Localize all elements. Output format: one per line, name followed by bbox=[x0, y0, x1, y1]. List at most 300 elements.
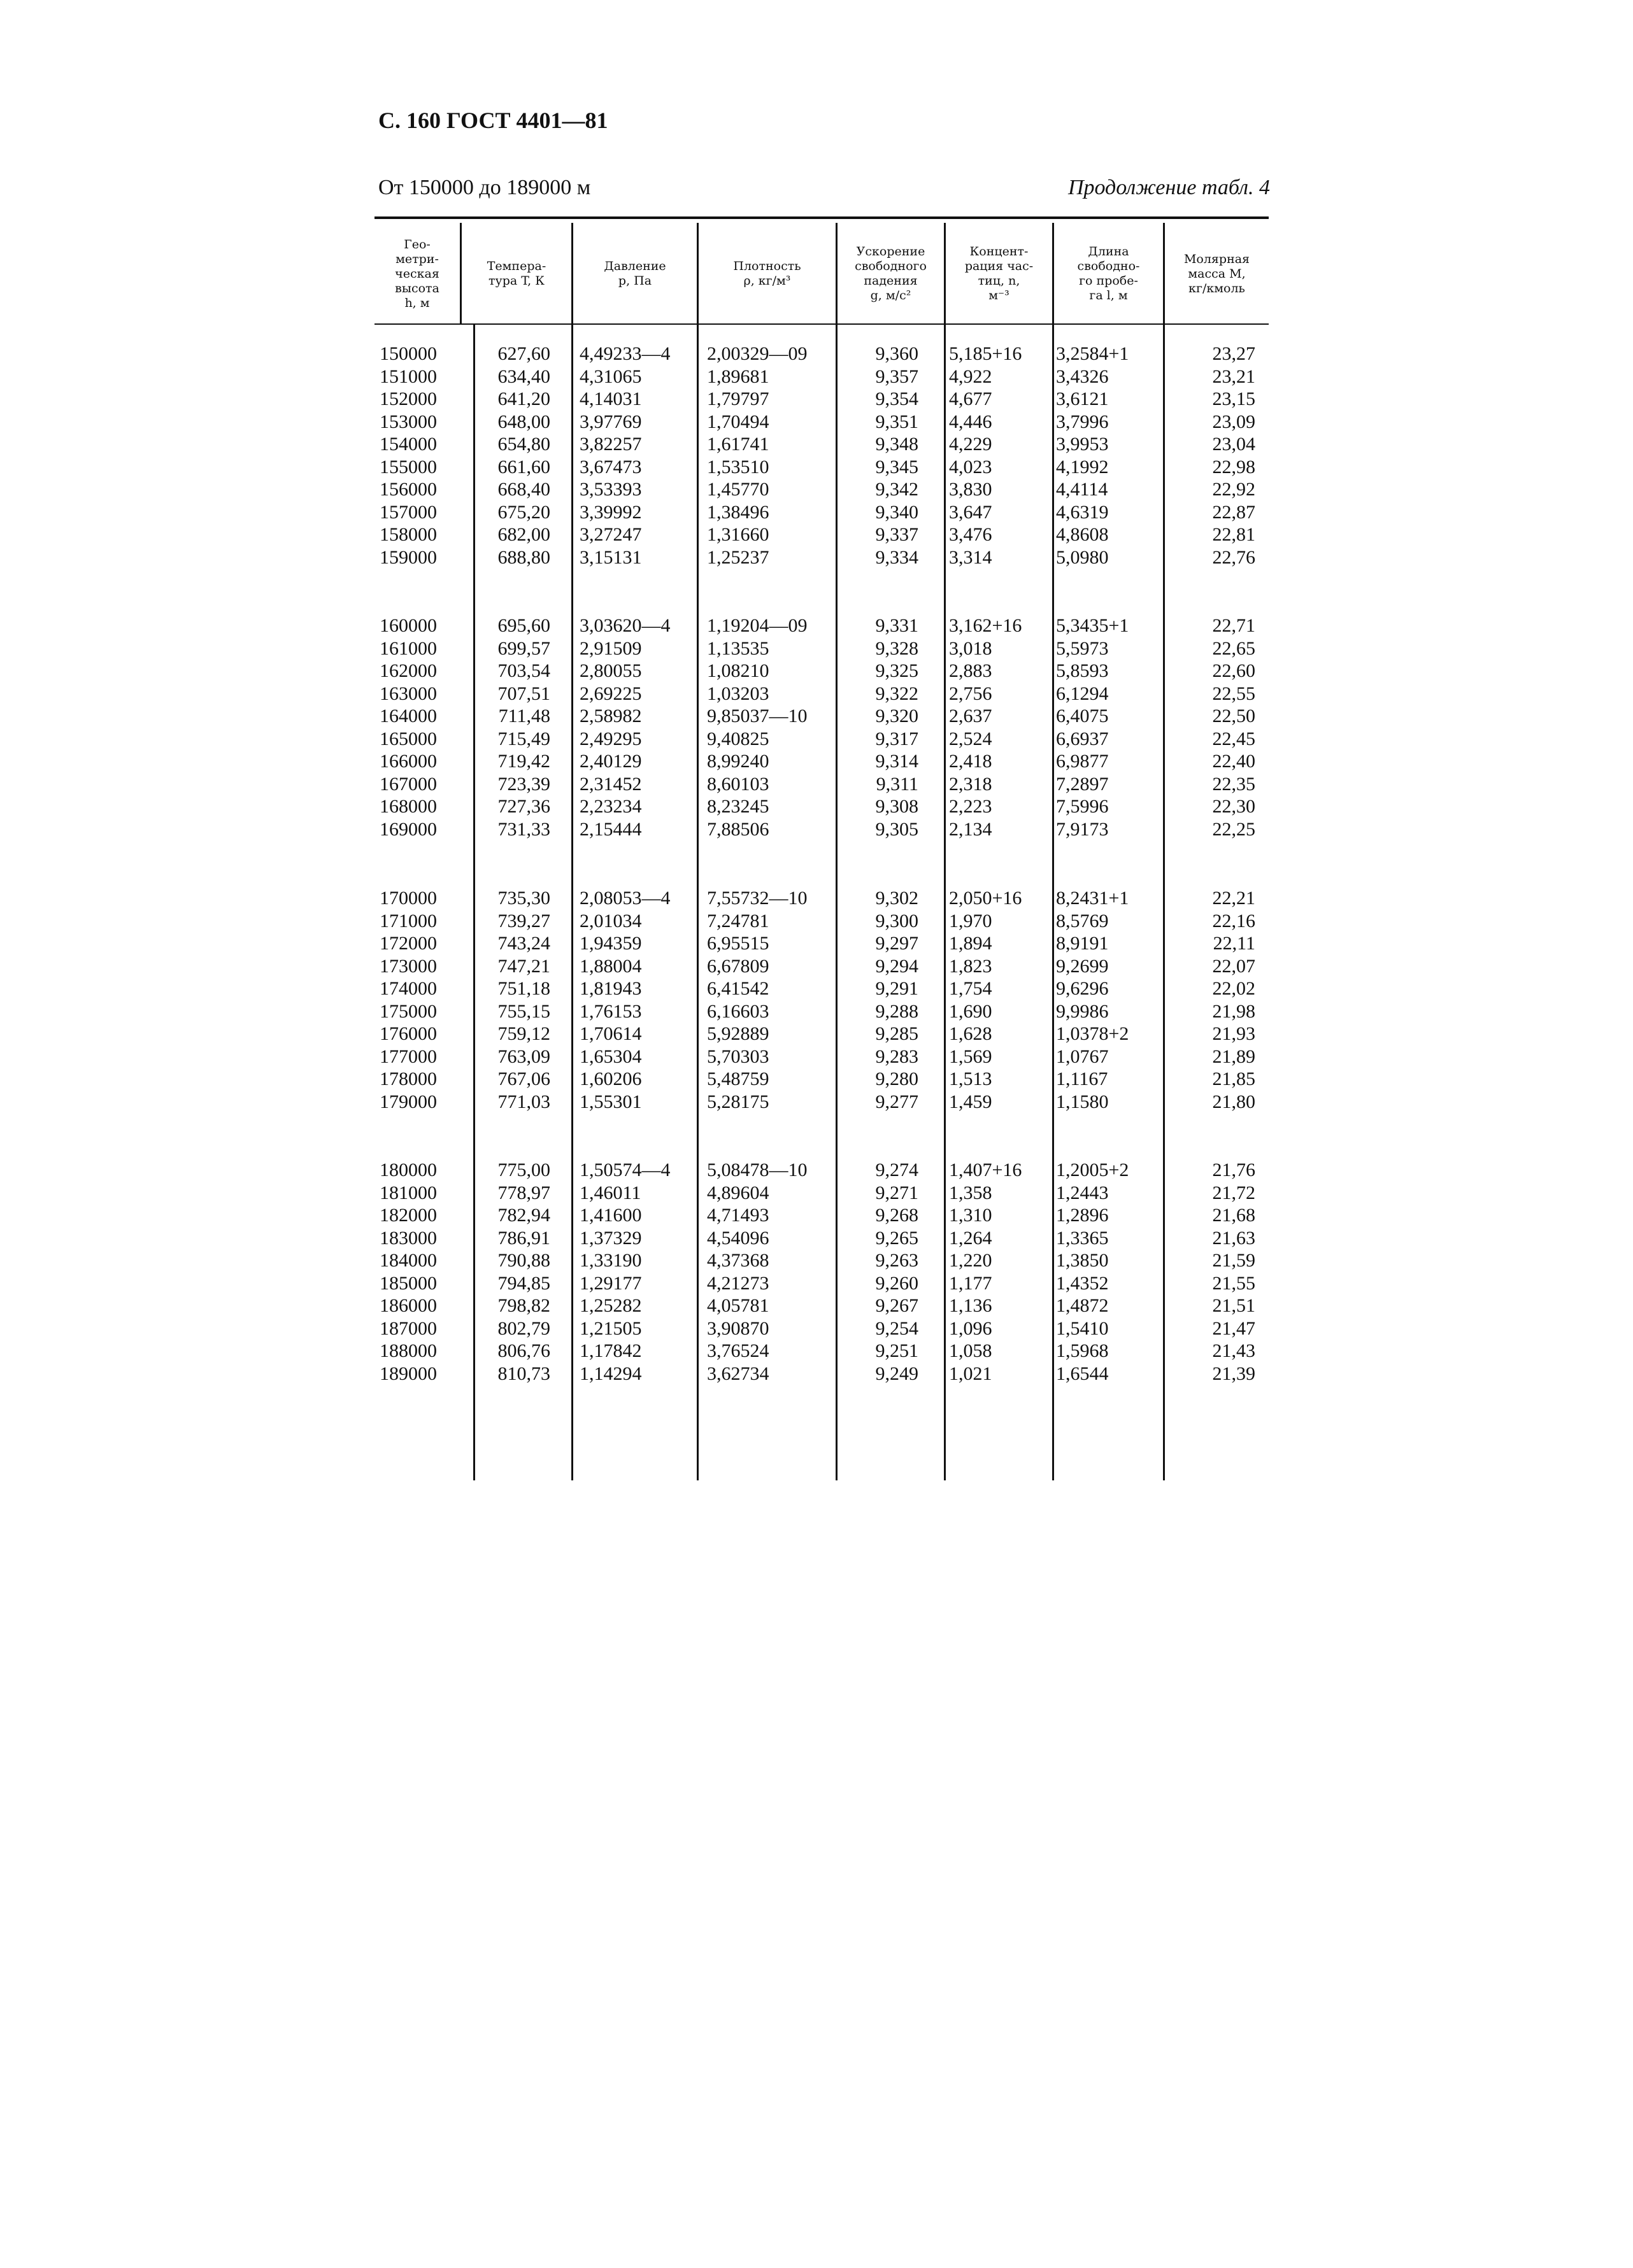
cell-concentration: 4,922 bbox=[949, 365, 992, 387]
cell-gravity: 9,280 bbox=[875, 1068, 918, 1089]
table-row bbox=[0, 795, 1633, 818]
cell-gravity: 9,305 bbox=[875, 818, 918, 840]
cell-density: 6,16603 bbox=[707, 1000, 769, 1022]
cell-concentration: 1,970 bbox=[949, 910, 992, 932]
cell-temperature: 727,36 bbox=[497, 796, 550, 817]
cell-free-path: 1,4872 bbox=[1056, 1295, 1109, 1316]
cell-density: 1,25237 bbox=[707, 546, 769, 568]
cell-pressure: 3,67473 bbox=[580, 456, 642, 478]
cell-altitude: 187000 bbox=[380, 1317, 437, 1339]
cell-pressure: 3,03620—4 bbox=[580, 615, 671, 636]
cell-pressure: 1,76153 bbox=[580, 1000, 642, 1022]
cell-density: 7,55732—10 bbox=[707, 888, 808, 909]
header-gravity: Ускорение свободного падения g, м/с² bbox=[855, 245, 927, 302]
cell-density: 1,70494 bbox=[707, 411, 769, 432]
cell-density: 6,67809 bbox=[707, 955, 769, 977]
cell-concentration: 1,407+16 bbox=[949, 1159, 1022, 1180]
cell-density: 5,70303 bbox=[707, 1045, 769, 1067]
cell-concentration: 1,754 bbox=[949, 978, 992, 999]
cell-temperature: 794,85 bbox=[497, 1272, 550, 1294]
cell-density: 1,79797 bbox=[707, 388, 769, 409]
table-row bbox=[0, 773, 1633, 796]
table-row bbox=[0, 365, 1633, 388]
cell-molar-mass: 21,85 bbox=[1212, 1068, 1255, 1089]
table-block bbox=[0, 1159, 1633, 1385]
table-row bbox=[0, 411, 1633, 434]
cell-gravity: 9,302 bbox=[875, 888, 918, 909]
cell-gravity: 9,300 bbox=[875, 910, 918, 932]
cell-density: 5,08478—10 bbox=[707, 1159, 808, 1180]
table-block bbox=[0, 887, 1633, 1113]
cell-pressure: 2,69225 bbox=[580, 683, 642, 704]
cell-density: 9,85037—10 bbox=[707, 705, 808, 726]
cell-altitude: 157000 bbox=[380, 501, 437, 523]
cell-pressure: 4,49233—4 bbox=[580, 343, 671, 364]
cell-temperature: 627,60 bbox=[497, 343, 550, 364]
cell-density: 6,95515 bbox=[707, 933, 769, 954]
cell-pressure: 1,29177 bbox=[580, 1272, 642, 1294]
cell-molar-mass: 21,93 bbox=[1212, 1023, 1255, 1044]
cell-gravity: 9,348 bbox=[875, 434, 918, 455]
cell-density: 9,40825 bbox=[707, 728, 769, 749]
cell-free-path: 7,5996 bbox=[1056, 796, 1109, 817]
cell-pressure: 1,37329 bbox=[580, 1227, 642, 1249]
cell-molar-mass: 22,50 bbox=[1212, 705, 1255, 726]
cell-free-path: 1,5968 bbox=[1056, 1340, 1109, 1361]
table-row bbox=[0, 1159, 1633, 1182]
cell-free-path: 1,2005+2 bbox=[1056, 1159, 1129, 1180]
cell-free-path: 3,2584+1 bbox=[1056, 343, 1129, 364]
cell-altitude: 163000 bbox=[380, 683, 437, 704]
cell-pressure: 2,80055 bbox=[580, 660, 642, 681]
cell-temperature: 735,30 bbox=[497, 888, 550, 909]
cell-free-path: 6,9877 bbox=[1056, 751, 1109, 772]
table-row bbox=[0, 705, 1633, 728]
cell-temperature: 699,57 bbox=[497, 637, 550, 659]
cell-free-path: 1,0767 bbox=[1056, 1045, 1109, 1067]
cell-density: 3,90870 bbox=[707, 1317, 769, 1339]
cell-gravity: 9,308 bbox=[875, 796, 918, 817]
cell-density: 5,48759 bbox=[707, 1068, 769, 1089]
cell-free-path: 4,4114 bbox=[1056, 479, 1108, 500]
header-bottom-rule bbox=[374, 323, 1269, 325]
cell-density: 7,24781 bbox=[707, 910, 769, 932]
cell-pressure: 2,49295 bbox=[580, 728, 642, 749]
cell-temperature: 802,79 bbox=[497, 1317, 550, 1339]
cell-concentration: 2,418 bbox=[949, 751, 992, 772]
cell-temperature: 695,60 bbox=[497, 615, 550, 636]
cell-molar-mass: 22,76 bbox=[1212, 546, 1255, 568]
table-row bbox=[0, 910, 1633, 933]
cell-altitude: 162000 bbox=[380, 660, 437, 681]
cell-gravity: 9,267 bbox=[875, 1295, 918, 1316]
cell-altitude: 172000 bbox=[380, 933, 437, 954]
cell-concentration: 2,050+16 bbox=[949, 888, 1022, 909]
cell-concentration: 1,310 bbox=[949, 1205, 992, 1226]
cell-gravity: 9,283 bbox=[875, 1045, 918, 1067]
cell-molar-mass: 21,51 bbox=[1212, 1295, 1255, 1316]
cell-altitude: 151000 bbox=[380, 365, 437, 387]
table-row bbox=[0, 1294, 1633, 1317]
cell-pressure: 1,25282 bbox=[580, 1295, 642, 1316]
cell-concentration: 1,358 bbox=[949, 1182, 992, 1203]
cell-concentration: 2,318 bbox=[949, 773, 992, 795]
table-row bbox=[0, 932, 1633, 955]
cell-temperature: 648,00 bbox=[497, 411, 550, 432]
cell-pressure: 1,14294 bbox=[580, 1363, 642, 1384]
cell-altitude: 153000 bbox=[380, 411, 437, 432]
cell-molar-mass: 21,47 bbox=[1212, 1317, 1255, 1339]
cell-concentration: 1,058 bbox=[949, 1340, 992, 1361]
cell-temperature: 661,60 bbox=[497, 456, 550, 478]
cell-gravity: 9,314 bbox=[875, 751, 918, 772]
cell-molar-mass: 23,09 bbox=[1212, 411, 1255, 432]
cell-temperature: 775,00 bbox=[497, 1159, 550, 1180]
cell-molar-mass: 21,63 bbox=[1212, 1227, 1255, 1249]
cell-altitude: 159000 bbox=[380, 546, 437, 568]
cell-concentration: 3,647 bbox=[949, 501, 992, 523]
cell-molar-mass: 23,27 bbox=[1212, 343, 1255, 364]
cell-gravity: 9,260 bbox=[875, 1272, 918, 1294]
cell-free-path: 1,3850 bbox=[1056, 1250, 1109, 1271]
cell-gravity: 9,320 bbox=[875, 705, 918, 726]
cell-gravity: 9,268 bbox=[875, 1205, 918, 1226]
cell-temperature: 786,91 bbox=[497, 1227, 550, 1249]
cell-pressure: 1,65304 bbox=[580, 1045, 642, 1067]
table-row bbox=[0, 660, 1633, 683]
cell-gravity: 9,325 bbox=[875, 660, 918, 681]
cell-free-path: 3,6121 bbox=[1056, 388, 1109, 409]
cell-molar-mass: 21,55 bbox=[1212, 1272, 1255, 1294]
cell-altitude: 155000 bbox=[380, 456, 437, 478]
table-row bbox=[0, 388, 1633, 411]
cell-free-path: 9,2699 bbox=[1056, 955, 1109, 977]
cell-pressure: 3,97769 bbox=[580, 411, 642, 432]
cell-free-path: 3,4326 bbox=[1056, 365, 1109, 387]
cell-concentration: 1,894 bbox=[949, 933, 992, 954]
table-row bbox=[0, 343, 1633, 365]
cell-concentration: 3,018 bbox=[949, 637, 992, 659]
cell-gravity: 9,297 bbox=[875, 933, 918, 954]
cell-altitude: 176000 bbox=[380, 1023, 437, 1044]
cell-temperature: 654,80 bbox=[497, 434, 550, 455]
cell-concentration: 2,223 bbox=[949, 796, 992, 817]
cell-pressure: 1,55301 bbox=[580, 1091, 642, 1112]
table-row bbox=[0, 637, 1633, 660]
cell-free-path: 3,9953 bbox=[1056, 434, 1109, 455]
cell-altitude: 181000 bbox=[380, 1182, 437, 1203]
cell-gravity: 9,351 bbox=[875, 411, 918, 432]
cell-altitude: 175000 bbox=[380, 1000, 437, 1022]
table-row bbox=[0, 750, 1633, 773]
table-row bbox=[0, 433, 1633, 456]
cell-altitude: 185000 bbox=[380, 1272, 437, 1294]
cell-temperature: 798,82 bbox=[497, 1295, 550, 1316]
cell-molar-mass: 21,98 bbox=[1212, 1000, 1255, 1022]
cell-density: 3,76524 bbox=[707, 1340, 769, 1361]
cell-free-path: 5,8593 bbox=[1056, 660, 1109, 681]
cell-free-path: 5,3435+1 bbox=[1056, 615, 1129, 636]
table-row bbox=[0, 683, 1633, 705]
cell-altitude: 186000 bbox=[380, 1295, 437, 1316]
header-free-path: Длина свободно- го пробе- га l, м bbox=[1077, 245, 1140, 302]
cell-density: 4,37368 bbox=[707, 1250, 769, 1271]
cell-temperature: 810,73 bbox=[497, 1363, 550, 1384]
cell-concentration: 1,177 bbox=[949, 1272, 992, 1294]
cell-molar-mass: 22,45 bbox=[1212, 728, 1255, 749]
cell-temperature: 707,51 bbox=[497, 683, 550, 704]
cell-temperature: 688,80 bbox=[497, 546, 550, 568]
header-pressure: Давление p, Па bbox=[604, 259, 666, 288]
cell-gravity: 9,337 bbox=[875, 524, 918, 545]
cell-gravity: 9,331 bbox=[875, 615, 918, 636]
cell-temperature: 755,15 bbox=[497, 1000, 550, 1022]
cell-density: 4,21273 bbox=[707, 1272, 769, 1294]
header-concentration: Концент- рация час- тиц, n, м⁻³ bbox=[964, 245, 1034, 302]
cell-altitude: 152000 bbox=[380, 388, 437, 409]
header-altitude: Гео- метри- ческая высота h, м bbox=[395, 237, 439, 310]
cell-concentration: 4,229 bbox=[949, 434, 992, 455]
cell-density: 8,23245 bbox=[707, 796, 769, 817]
cell-molar-mass: 21,59 bbox=[1212, 1250, 1255, 1271]
cell-altitude: 160000 bbox=[380, 615, 437, 636]
cell-concentration: 1,459 bbox=[949, 1091, 992, 1112]
cell-density: 4,89604 bbox=[707, 1182, 769, 1203]
cell-gravity: 9,265 bbox=[875, 1227, 918, 1249]
table-row bbox=[0, 501, 1633, 524]
cell-pressure: 2,91509 bbox=[580, 637, 642, 659]
cell-altitude: 174000 bbox=[380, 978, 437, 999]
cell-pressure: 1,70614 bbox=[580, 1023, 642, 1044]
table-row bbox=[0, 1227, 1633, 1250]
cell-density: 4,05781 bbox=[707, 1295, 769, 1316]
cell-molar-mass: 23,15 bbox=[1212, 388, 1255, 409]
table-row bbox=[0, 728, 1633, 751]
cell-molar-mass: 22,11 bbox=[1213, 933, 1255, 954]
cell-free-path: 4,1992 bbox=[1056, 456, 1109, 478]
table-block bbox=[0, 614, 1633, 840]
cell-molar-mass: 23,04 bbox=[1212, 434, 1255, 455]
cell-temperature: 778,97 bbox=[497, 1182, 550, 1203]
table-row bbox=[0, 818, 1633, 841]
cell-gravity: 9,328 bbox=[875, 637, 918, 659]
cell-concentration: 1,513 bbox=[949, 1068, 992, 1089]
cell-altitude: 166000 bbox=[380, 751, 437, 772]
cell-density: 7,88506 bbox=[707, 818, 769, 840]
cell-altitude: 164000 bbox=[380, 705, 437, 726]
cell-concentration: 3,830 bbox=[949, 479, 992, 500]
cell-concentration: 5,185+16 bbox=[949, 343, 1022, 364]
cell-pressure: 3,82257 bbox=[580, 434, 642, 455]
cell-altitude: 167000 bbox=[380, 773, 437, 795]
cell-density: 8,60103 bbox=[707, 773, 769, 795]
cell-pressure: 1,94359 bbox=[580, 933, 642, 954]
cell-gravity: 9,271 bbox=[875, 1182, 918, 1203]
cell-free-path: 7,9173 bbox=[1056, 818, 1109, 840]
cell-molar-mass: 22,21 bbox=[1212, 888, 1255, 909]
table-row bbox=[0, 546, 1633, 569]
cell-concentration: 4,446 bbox=[949, 411, 992, 432]
header-density: Плотность ρ, кг/м³ bbox=[733, 259, 801, 288]
table-row bbox=[0, 1000, 1633, 1023]
page-header: С. 160 ГОСТ 4401—81 bbox=[378, 108, 608, 133]
cell-altitude: 188000 bbox=[380, 1340, 437, 1361]
table-block bbox=[0, 343, 1633, 569]
cell-density: 1,53510 bbox=[707, 456, 769, 478]
cell-molar-mass: 21,76 bbox=[1212, 1159, 1255, 1180]
cell-molar-mass: 21,72 bbox=[1212, 1182, 1255, 1203]
cell-altitude: 168000 bbox=[380, 796, 437, 817]
cell-concentration: 1,096 bbox=[949, 1317, 992, 1339]
cell-gravity: 9,274 bbox=[875, 1159, 918, 1180]
cell-molar-mass: 22,30 bbox=[1212, 796, 1255, 817]
cell-pressure: 3,39992 bbox=[580, 501, 642, 523]
cell-pressure: 1,60206 bbox=[580, 1068, 642, 1089]
continuation-caption: Продолжение табл. 4 bbox=[1067, 176, 1270, 199]
cell-concentration: 3,162+16 bbox=[949, 615, 1022, 636]
cell-pressure: 1,81943 bbox=[580, 978, 642, 999]
cell-gravity: 9,340 bbox=[875, 501, 918, 523]
cell-pressure: 1,17842 bbox=[580, 1340, 642, 1361]
cell-altitude: 158000 bbox=[380, 524, 437, 545]
cell-free-path: 9,6296 bbox=[1056, 978, 1109, 999]
cell-molar-mass: 23,21 bbox=[1212, 365, 1255, 387]
cell-concentration: 4,023 bbox=[949, 456, 992, 478]
cell-molar-mass: 22,65 bbox=[1212, 637, 1255, 659]
cell-free-path: 1,5410 bbox=[1056, 1317, 1109, 1339]
cell-density: 2,00329—09 bbox=[707, 343, 808, 364]
cell-pressure: 1,88004 bbox=[580, 955, 642, 977]
cell-density: 4,54096 bbox=[707, 1227, 769, 1249]
cell-concentration: 3,314 bbox=[949, 546, 992, 568]
cell-molar-mass: 22,07 bbox=[1212, 955, 1255, 977]
cell-free-path: 7,2897 bbox=[1056, 773, 1109, 795]
cell-gravity: 9,342 bbox=[875, 479, 918, 500]
cell-pressure: 3,27247 bbox=[580, 524, 642, 545]
cell-altitude: 180000 bbox=[380, 1159, 437, 1180]
cell-concentration: 1,823 bbox=[949, 955, 992, 977]
cell-altitude: 169000 bbox=[380, 818, 437, 840]
cell-density: 1,19204—09 bbox=[707, 615, 808, 636]
table-row bbox=[0, 1204, 1633, 1227]
cell-molar-mass: 21,68 bbox=[1212, 1205, 1255, 1226]
cell-density: 4,71493 bbox=[707, 1205, 769, 1226]
cell-altitude: 182000 bbox=[380, 1205, 437, 1226]
cell-temperature: 806,76 bbox=[497, 1340, 550, 1361]
cell-altitude: 183000 bbox=[380, 1227, 437, 1249]
cell-molar-mass: 21,39 bbox=[1212, 1363, 1255, 1384]
cell-altitude: 156000 bbox=[380, 479, 437, 500]
cell-temperature: 641,20 bbox=[497, 388, 550, 409]
table-row bbox=[0, 523, 1633, 546]
cell-concentration: 2,524 bbox=[949, 728, 992, 749]
cell-temperature: 703,54 bbox=[497, 660, 550, 681]
table-row bbox=[0, 614, 1633, 637]
cell-temperature: 731,33 bbox=[497, 818, 550, 840]
cell-gravity: 9,334 bbox=[875, 546, 918, 568]
cell-pressure: 3,53393 bbox=[580, 479, 642, 500]
cell-concentration: 3,476 bbox=[949, 524, 992, 545]
cell-density: 1,38496 bbox=[707, 501, 769, 523]
cell-pressure: 2,31452 bbox=[580, 773, 642, 795]
cell-pressure: 1,41600 bbox=[580, 1205, 642, 1226]
cell-density: 5,28175 bbox=[707, 1091, 769, 1112]
cell-concentration: 2,756 bbox=[949, 683, 992, 704]
cell-density: 1,08210 bbox=[707, 660, 769, 681]
cell-gravity: 9,311 bbox=[876, 773, 918, 795]
cell-altitude: 189000 bbox=[380, 1363, 437, 1384]
cell-altitude: 173000 bbox=[380, 955, 437, 977]
cell-molar-mass: 22,60 bbox=[1212, 660, 1255, 681]
cell-free-path: 1,4352 bbox=[1056, 1272, 1109, 1294]
cell-free-path: 1,0378+2 bbox=[1056, 1023, 1129, 1044]
cell-density: 3,62734 bbox=[707, 1363, 769, 1384]
table-row bbox=[0, 1023, 1633, 1045]
cell-molar-mass: 21,89 bbox=[1212, 1045, 1255, 1067]
table-row bbox=[0, 1317, 1633, 1340]
cell-free-path: 8,2431+1 bbox=[1056, 888, 1129, 909]
cell-pressure: 2,15444 bbox=[580, 818, 642, 840]
cell-temperature: 767,06 bbox=[497, 1068, 550, 1089]
range-caption: От 150000 до 189000 м bbox=[378, 176, 591, 199]
header-temperature: Темпера- тура T, К bbox=[487, 259, 546, 288]
cell-free-path: 3,7996 bbox=[1056, 411, 1109, 432]
table-row bbox=[0, 456, 1633, 479]
cell-altitude: 171000 bbox=[380, 910, 437, 932]
cell-temperature: 751,18 bbox=[497, 978, 550, 999]
cell-pressure: 2,40129 bbox=[580, 751, 642, 772]
cell-molar-mass: 22,16 bbox=[1212, 910, 1255, 932]
cell-gravity: 9,254 bbox=[875, 1317, 918, 1339]
table-row bbox=[0, 955, 1633, 978]
cell-altitude: 178000 bbox=[380, 1068, 437, 1089]
table-row bbox=[0, 1249, 1633, 1272]
cell-temperature: 668,40 bbox=[497, 479, 550, 500]
cell-altitude: 177000 bbox=[380, 1045, 437, 1067]
cell-pressure: 2,58982 bbox=[580, 705, 642, 726]
cell-concentration: 1,264 bbox=[949, 1227, 992, 1249]
table-row bbox=[0, 1091, 1633, 1114]
cell-gravity: 9,294 bbox=[875, 955, 918, 977]
cell-temperature: 763,09 bbox=[497, 1045, 550, 1067]
cell-free-path: 1,6544 bbox=[1056, 1363, 1109, 1384]
cell-temperature: 771,03 bbox=[497, 1091, 550, 1112]
table-row bbox=[0, 977, 1633, 1000]
cell-density: 8,99240 bbox=[707, 751, 769, 772]
table-row bbox=[0, 1363, 1633, 1386]
cell-pressure: 1,21505 bbox=[580, 1317, 642, 1339]
cell-temperature: 675,20 bbox=[497, 501, 550, 523]
cell-molar-mass: 21,43 bbox=[1212, 1340, 1255, 1361]
cell-free-path: 6,1294 bbox=[1056, 683, 1109, 704]
cell-pressure: 1,46011 bbox=[580, 1182, 641, 1203]
cell-concentration: 1,021 bbox=[949, 1363, 992, 1384]
cell-molar-mass: 22,02 bbox=[1212, 978, 1255, 999]
cell-density: 1,31660 bbox=[707, 524, 769, 545]
cell-concentration: 1,136 bbox=[949, 1295, 992, 1316]
cell-pressure: 4,14031 bbox=[580, 388, 642, 409]
cell-free-path: 8,5769 bbox=[1056, 910, 1109, 932]
cell-concentration: 2,134 bbox=[949, 818, 992, 840]
cell-concentration: 1,628 bbox=[949, 1023, 992, 1044]
cell-free-path: 4,8608 bbox=[1056, 524, 1109, 545]
cell-density: 5,92889 bbox=[707, 1023, 769, 1044]
cell-gravity: 9,345 bbox=[875, 456, 918, 478]
cell-pressure: 2,23234 bbox=[580, 796, 642, 817]
table-row bbox=[0, 478, 1633, 501]
cell-molar-mass: 22,35 bbox=[1212, 773, 1255, 795]
cell-altitude: 161000 bbox=[380, 637, 437, 659]
